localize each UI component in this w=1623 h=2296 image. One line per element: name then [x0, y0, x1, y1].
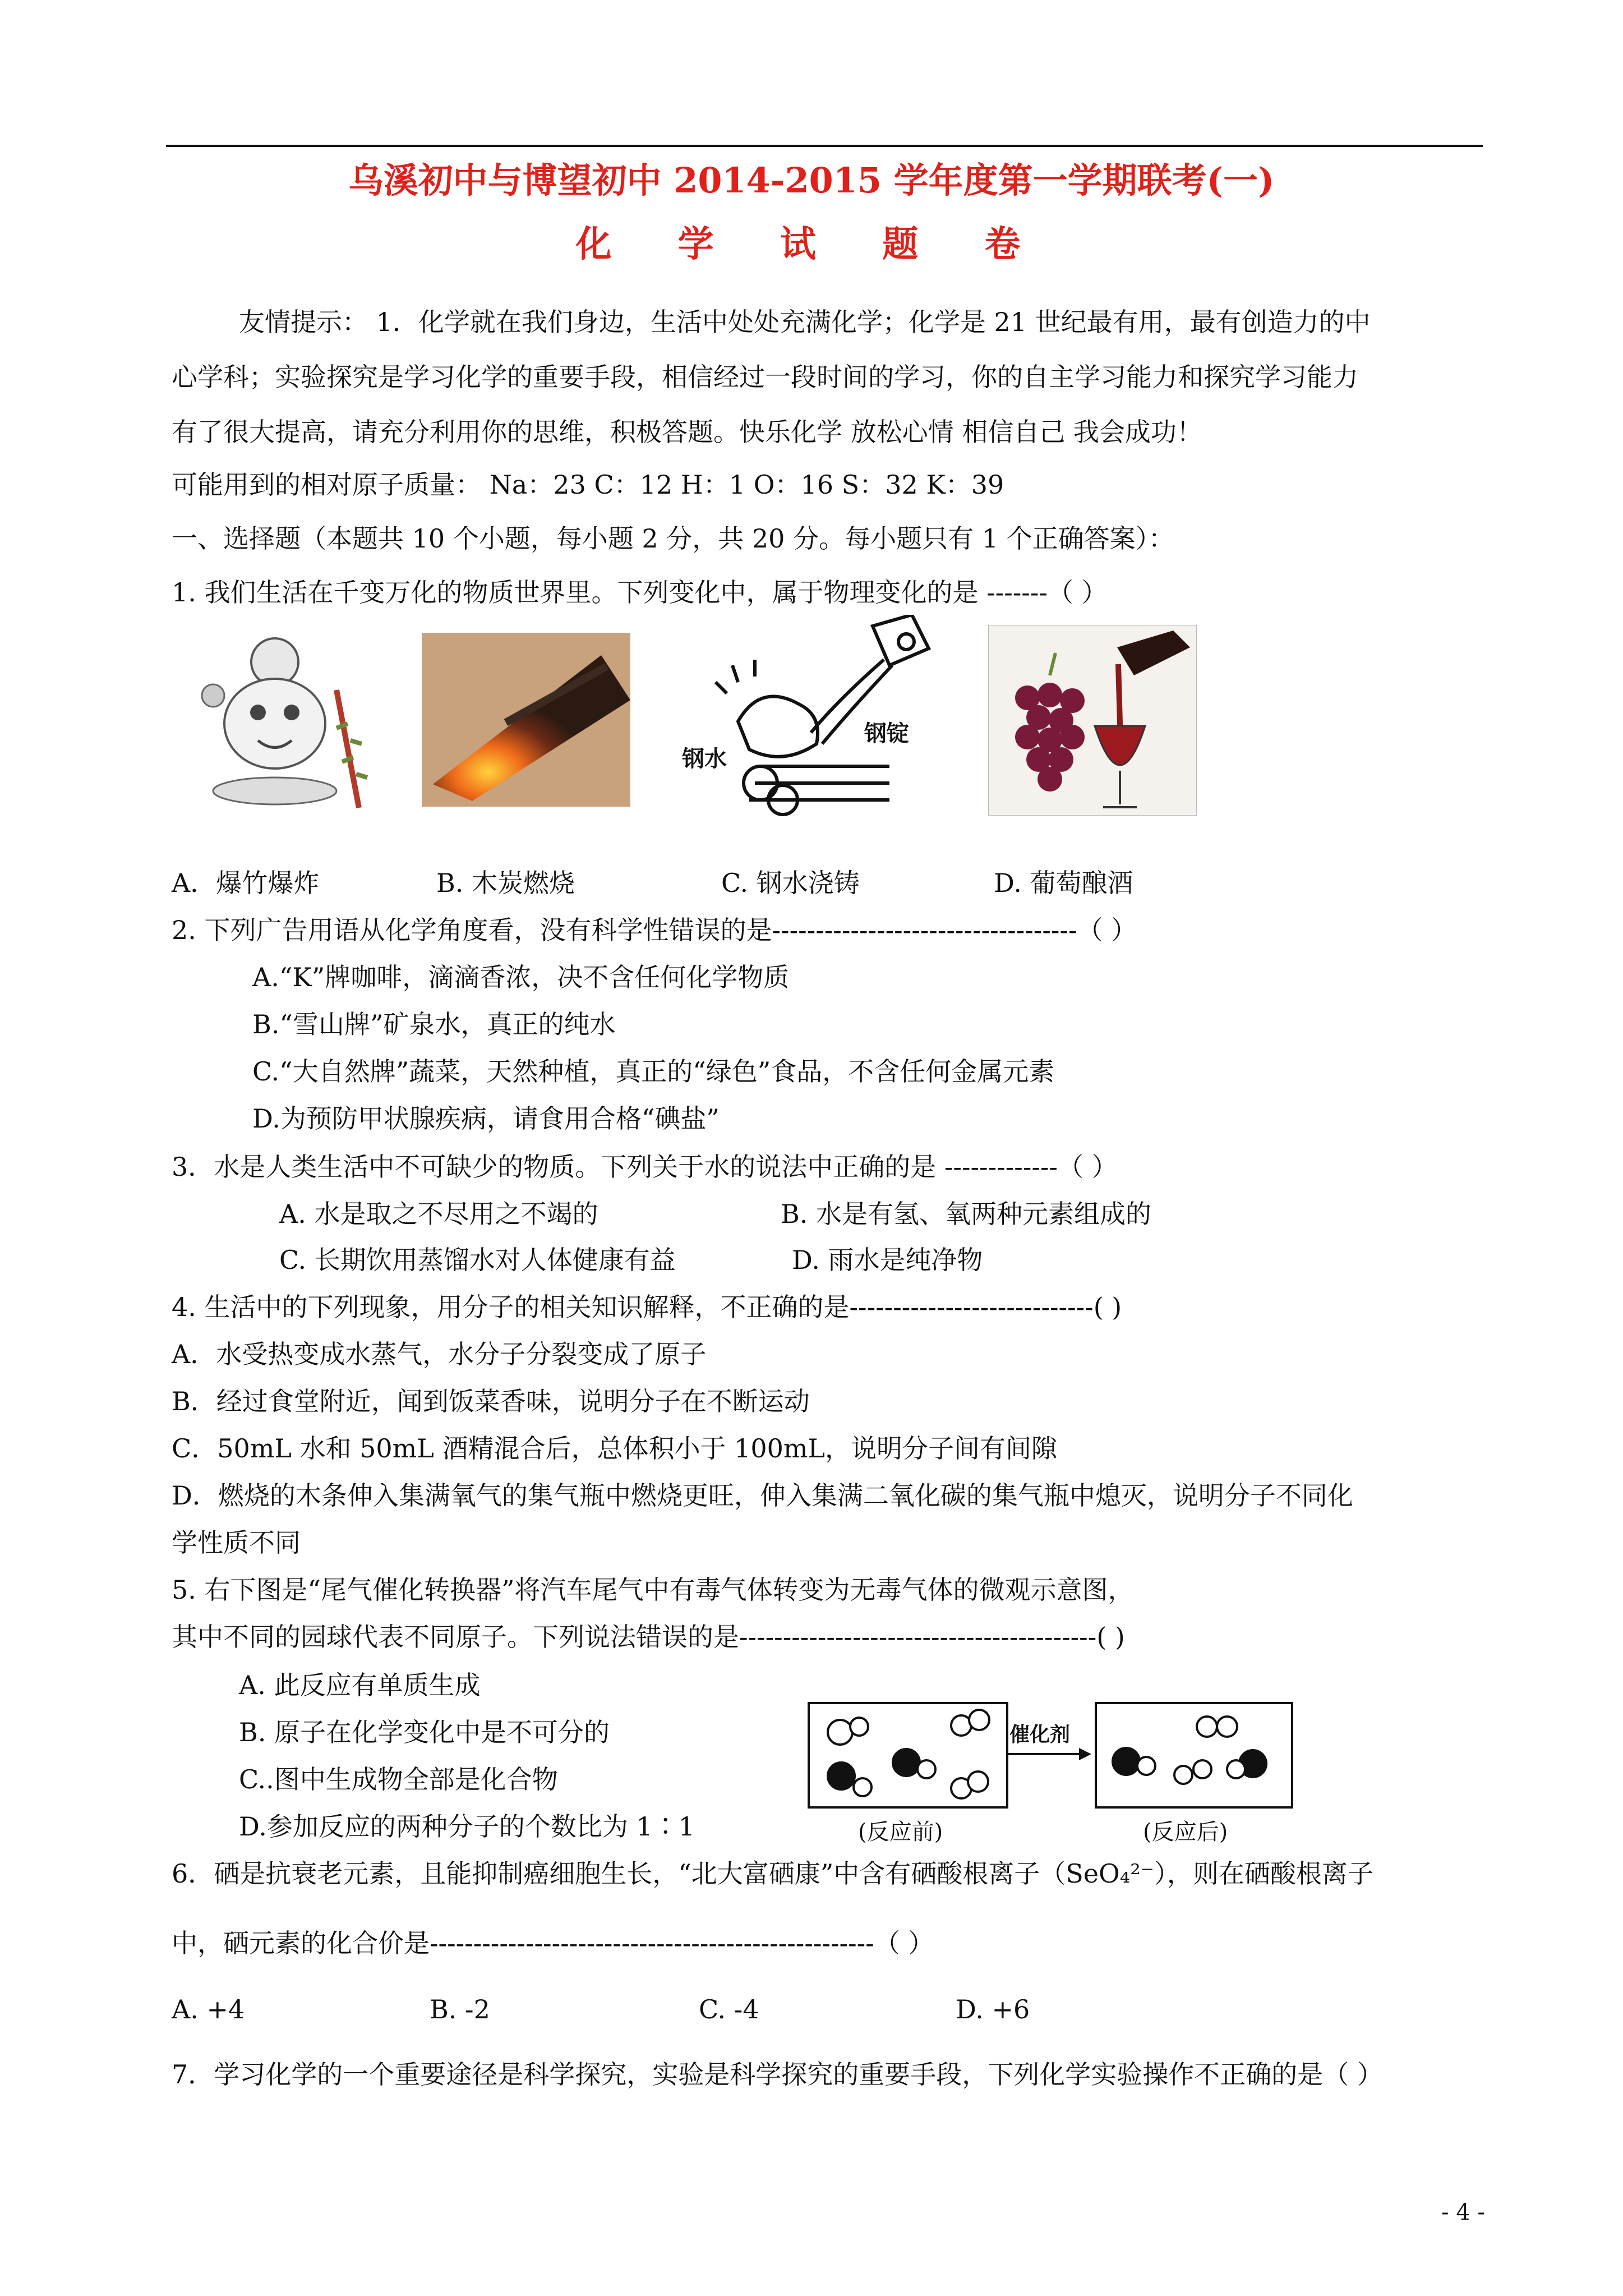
steel-ingot-label: 钢锭 [864, 721, 909, 746]
q2-option-b: B.“雪山牌”矿泉水，真正的纯水 [252, 1009, 616, 1039]
exam-subtitle: 化 学 试 题 卷 [575, 223, 1048, 265]
q1-option-b: B. 木炭燃烧 [436, 868, 575, 898]
catalyst-label: 催化剂 [1009, 1723, 1071, 1746]
reaction-before-box [808, 1702, 1008, 1809]
steel-water-label: 钢水 [682, 747, 727, 771]
q6-stem-2: 中，硒元素的化合价是---------------------------------------------------（ ） [172, 1928, 934, 1958]
intro-line-3: 有了很大提高，请充分利用你的思维，积极答题。快乐化学 放松心情 相信自己 我会成功！ [172, 417, 1202, 447]
reaction-after-box [1095, 1702, 1293, 1809]
q5-option-c: C..图中生成物全部是化合物 [239, 1764, 558, 1795]
reaction-arrow [1006, 1746, 1092, 1763]
q1-option-d: D. 葡萄酿酒 [994, 868, 1133, 898]
q2-option-a: A.“K”牌咖啡，滴滴香浓，决不含任何化学物质 [252, 962, 790, 992]
q4-option-b: B．经过食堂附近，闻到饭菜香味，说明分子在不断运动 [172, 1386, 810, 1416]
q4-option-d-cont: 学性质不同 [172, 1527, 301, 1558]
q3-option-c: C. 长期饮用蒸馏水对人体健康有益 [279, 1245, 676, 1275]
q1-option-c: C. 钢水浇铸 [721, 868, 860, 898]
q3-option-a: A. 水是取之不尽用之不竭的 [279, 1199, 598, 1229]
after-label: (反应后) [1143, 1819, 1228, 1845]
q1-option-a: A．爆竹爆炸 [172, 868, 320, 898]
steel-casting-image [671, 615, 940, 817]
q5-stem-2: 其中不同的园球代表不同原子。下列说法错误的是-----------------------------------------( ) [172, 1622, 1125, 1652]
q6-option-b: B. -2 [430, 1994, 490, 2024]
q5-option-b: B. 原子在化学变化中是不可分的 [239, 1717, 610, 1747]
q6-option-c: C. -4 [699, 1994, 759, 2024]
q7-stem: 7．学习化学的一个重要途径是科学探究，实验是科学探究的重要手段，下列化学实验操作不正确的是（ ） [172, 2059, 1383, 2090]
q6-option-a: A. +4 [172, 1994, 245, 2024]
before-label: (反应前) [858, 1819, 943, 1845]
q5-stem-1: 5. 右下图是“尾气催化转换器”将汽车尾气中有毒气体转变为无毒气体的微观示意图， [172, 1575, 1134, 1605]
q5-option-d: D.参加反应的两种分子的个数比为 1∶1 [239, 1811, 695, 1842]
atomic-masses: 可能用到的相对原子质量： Na：23 C：12 H：1 O：16 S：32 K：39 [172, 470, 1004, 500]
q6-option-d: D. +6 [956, 1994, 1030, 2024]
q4-option-a: A．水受热变成水蒸气，水分子分裂变成了原子 [172, 1339, 707, 1369]
intro-line-2: 心学科；实验探究是学习化学的重要手段，相信经过一段时间的学习，你的自主学习能力和探究学习能力 [172, 362, 1358, 392]
q1-stem: 1. 我们生活在千变万化的物质世界里。下列变化中，属于物理变化的是 -------（ ） [172, 577, 1108, 608]
q2-option-c: C.“大自然牌”蔬菜，天然种植，真正的“绿色”食品，不含任何金属元素 [252, 1056, 1055, 1087]
q4-option-c: C．50mL 水和 50mL 酒精混合后，总体积小于 100mL，说明分子间有间隙 [172, 1433, 1058, 1464]
firecracker-image [191, 623, 381, 813]
exam-title: 乌溪初中与博望初中 2014-2015 学年度第一学期联考(一) [348, 160, 1275, 201]
burning-charcoal-image [422, 633, 630, 807]
q3-option-d: D. 雨水是纯净物 [792, 1245, 983, 1275]
header-rule [166, 145, 1483, 147]
intro-line-1: 友情提示： 1．化学就在我们身边，生活中处处充满化学；化学是 21 世纪最有用，最有创造力的中 [239, 307, 1371, 337]
q4-option-d: D．燃烧的木条伸入集满氧气的集气瓶中燃烧更旺，伸入集满二氧化碳的集气瓶中熄灭，说明分子不同化 [172, 1480, 1353, 1511]
q5-option-a: A. 此反应有单质生成 [239, 1670, 481, 1700]
q6-stem-1: 6．硒是抗衰老元素，且能抑制癌细胞生长，“北大富硒康”中含有硒酸根离子（SeO₄²⁻），则在硒酸根离子 [172, 1858, 1373, 1889]
q3-stem: 3．水是人类生活中不可缺少的物质。下列关于水的说法中正确的是 -------------（ ） [172, 1152, 1118, 1182]
q3-option-b: B. 水是有氢、氧两种元素组成的 [781, 1199, 1152, 1229]
section-heading: 一、选择题（本题共 10 个小题，每小题 2 分，共 20 分。每小题只有 1 个正确答案）： [172, 523, 1174, 554]
q2-option-d: D.为预防甲状腺疾病，请食用合格“碘盐” [252, 1103, 720, 1134]
q2-stem: 2. 下列广告用语从化学角度看，没有科学性错误的是-----------------------------------（ ） [172, 915, 1137, 945]
q4-stem: 4. 生活中的下列现象，用分子的相关知识解释，不正确的是----------------------------( ) [172, 1292, 1122, 1322]
page-number: - 4 - [1441, 2200, 1485, 2225]
grape-wine-image [988, 625, 1197, 816]
